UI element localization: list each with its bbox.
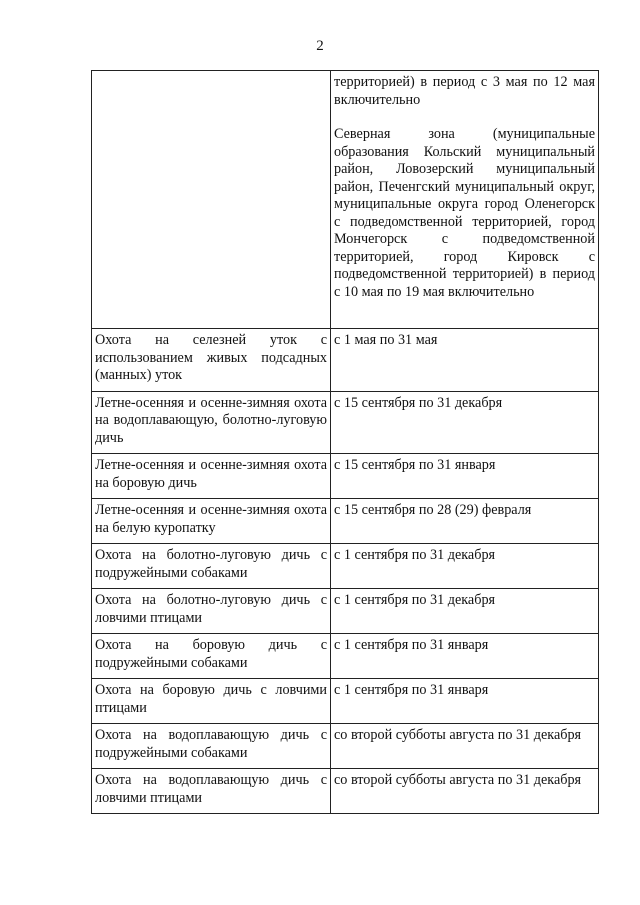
hunt-type-cell: Летне-осенняя и осенне-зимняя охота на белую куропатку [92, 499, 331, 544]
period-paragraph: территорией) в период с 3 мая по 12 мая включительно [334, 74, 595, 108]
hunt-period-cell: с 15 сентября по 28 (29) февраля [331, 499, 599, 544]
hunt-type-cell: Охота на боровую дичь с ловчими птицами [92, 679, 331, 724]
hunt-type-cell: Охота на болотно-луговую дичь с ловчими птицами [92, 589, 331, 634]
table-row [92, 454, 599, 499]
page-number: 2 [316, 38, 324, 54]
hunt-period-cell: с 1 мая по 31 мая [331, 329, 599, 392]
table-row [92, 499, 599, 544]
table-row [92, 724, 599, 769]
table-row [92, 544, 599, 589]
table-row [92, 634, 599, 679]
hunting-periods-table [91, 70, 599, 814]
table-row [92, 589, 599, 634]
table-row [92, 679, 599, 724]
period-paragraph: Северная зона (муниципальные образования Кольский муниципальный район, Ловозерский муниципальный район, Печенгский муниципальный округ, муниципальные округа город Оленегорск с подведомственной территорией, город Мончегорск с подведомственной территорией, город Кировск с подведомственной территорией) в период с 10 мая по 19 мая включительно [334, 126, 595, 300]
hunt-type-cell: Охота на боровую дичь с подружейными собаками [92, 634, 331, 679]
hunt-type-cell: Летне-осенняя и осенне-зимняя охота на боровую дичь [92, 454, 331, 499]
table-row [92, 769, 599, 814]
hunt-period-cell: с 1 сентября по 31 декабря [331, 589, 599, 634]
hunt-type-cell: Летне-осенняя и осенне-зимняя охота на водоплавающую, болотно-луговую дичь [92, 391, 331, 454]
hunt-type-cell: Охота на водоплавающую дичь с подружейными собаками [92, 724, 331, 769]
hunt-type-cell: Охота на водоплавающую дичь с ловчими птицами [92, 769, 331, 814]
hunt-period-cell: с 1 сентября по 31 января [331, 679, 599, 724]
hunt-type-cell [92, 71, 331, 329]
table-row [92, 71, 599, 329]
hunt-type-cell: Охота на болотно-луговую дичь с подружейными собаками [92, 544, 331, 589]
hunt-period-cell: с 15 сентября по 31 декабря [331, 391, 599, 454]
hunt-period-cell [331, 71, 599, 329]
hunt-period-cell: со второй субботы августа по 31 декабря [331, 769, 599, 814]
hunt-period-cell: с 1 сентября по 31 января [331, 634, 599, 679]
hunt-period-cell: с 1 сентября по 31 декабря [331, 544, 599, 589]
table-row [92, 391, 599, 454]
hunt-type-cell: Охота на селезней уток с использованием живых подсадных (манных) уток [92, 329, 331, 392]
hunt-period-cell: с 15 сентября по 31 января [331, 454, 599, 499]
hunt-period-cell: со второй субботы августа по 31 декабря [331, 724, 599, 769]
table-row [92, 329, 599, 392]
